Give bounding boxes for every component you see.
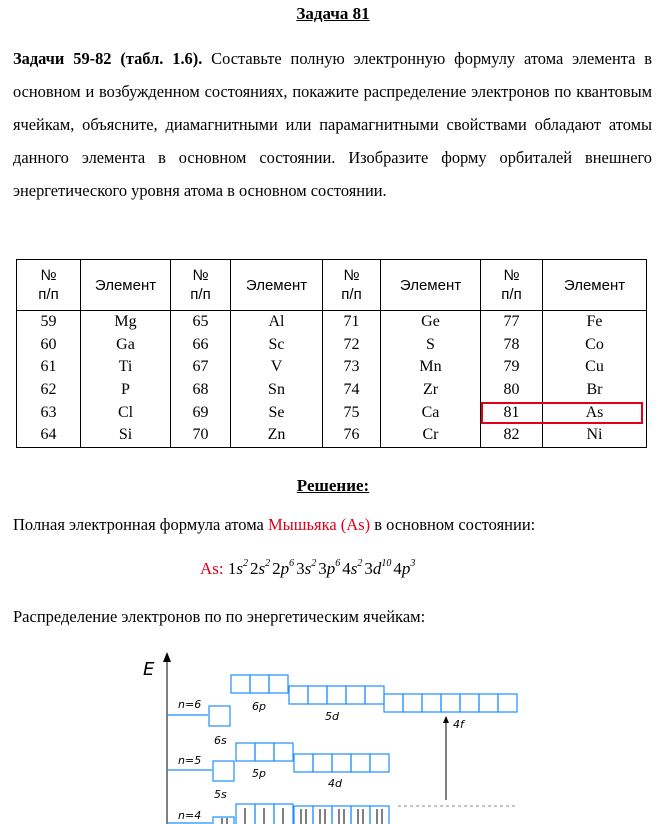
cell-number: 79 [481,356,543,379]
cell-number: 80 [481,379,543,402]
energy-cells-diagram [0,640,666,824]
cell-number: 60 [17,334,81,357]
cell-element: Zn [231,424,323,447]
cell-number: 78 [481,334,543,357]
cells-5d [289,686,384,704]
cell-number: 67 [171,356,231,379]
cell-element: Si [81,424,171,447]
column-header: Элемент [81,260,171,311]
label-5s: 5s [214,788,227,801]
cell-number: 68 [171,379,231,402]
level-n4-label: n=4 [178,809,202,822]
cell-element: Mn [381,356,481,379]
highlight-frame-row-81 [481,402,643,424]
cell-element: Br [543,379,647,402]
cell-element: Ca [381,401,481,424]
table-row [17,334,647,357]
orbital-term [393,559,415,578]
cell-element: Ni [543,424,647,447]
label-5d: 5d [325,710,339,723]
column-header: Элемент [231,260,323,311]
cell-element: P [81,379,171,402]
orbital-term [364,559,391,578]
cells-6p [231,675,288,693]
cell-element: Mg [81,311,171,334]
term-n: 3 [296,559,305,578]
term-electrons: 10 [381,558,392,569]
cell-element: Cu [543,356,647,379]
table-row [17,311,647,334]
cell-element: S [381,334,481,357]
cell-number: 70 [171,424,231,447]
label-4d: 4d [328,777,342,790]
cell-number: 73 [323,356,381,379]
electron-arrows [222,808,382,824]
cells-5p [236,743,293,761]
problem-prefix: Задачи 59-82 (табл. 1.6). [13,49,203,68]
formula-terms [228,559,418,578]
column-header: № п/п [481,260,543,311]
cell-number: 66 [171,334,231,357]
axis-arrow-icon [163,652,171,662]
cell-number: 72 [323,334,381,357]
cell-number: 81 [481,401,543,424]
intro-text: Полная электронная формула атома [13,515,268,534]
cell-number: 63 [17,401,81,424]
orbital-term [272,559,294,578]
cell-element: Ge [381,311,481,334]
cells-4d [294,754,389,772]
term-n: 2 [250,559,259,578]
cells-4f [384,694,517,712]
term-n: 4 [393,559,402,578]
page-title: Задача 81 [296,4,370,23]
cell-number: 64 [17,424,81,447]
problem-statement [13,42,652,207]
term-l: s [236,559,243,578]
term-electrons: 3 [410,558,416,569]
term-n: 1 [227,559,237,578]
cell-number: 62 [17,379,81,402]
cell-number: 76 [323,424,381,447]
cell-5s [213,761,234,781]
cell-element: Ga [81,334,171,357]
term-n: 3 [318,559,327,578]
cell-number: 71 [323,311,381,334]
distribution-caption: Распределение электронов по по энергетическим ячейкам: [13,607,426,626]
cell-number: 75 [323,401,381,424]
orbital-term [296,559,316,578]
term-l: s [258,559,266,578]
orbital-term [250,559,270,578]
problem-text: Составьте полную электронную формулу атома элемента в основном и возбужденном состояниях, покажите распределение электронов по квантовым ячейкам, объясните, диамагнитными или парамагнитными свойствами обладают атомы данного элемента в основном состоянии. Изобразите форму орбиталей внешнего энергетического уровня атома в основном состоянии. [13,49,652,200]
column-header: № п/п [323,260,381,311]
cell-element: As [543,401,647,424]
element-name: Мышьяка (As) [268,515,371,534]
term-l: p [280,559,290,578]
column-header: Элемент [381,260,481,311]
term-electrons: 6 [335,558,341,569]
term-l: d [372,559,382,578]
cell-element: Al [231,311,323,334]
electron-formula [200,558,417,579]
formula-intro [13,515,535,535]
cell-element: Se [231,401,323,424]
label-4f: 4f [453,718,464,731]
cell-element: Fe [543,311,647,334]
cell-element: Zr [381,379,481,402]
term-l: p [326,559,336,578]
table-row [17,379,647,402]
orbital-term [228,559,248,578]
term-n: 2 [272,559,281,578]
cell-element: Co [543,334,647,357]
cell-element: Sc [231,334,323,357]
label-6s: 6s [214,734,227,747]
table-header-row [17,260,647,311]
cell-element: Sn [231,379,323,402]
label-5p: 5p [252,767,266,780]
term-electrons: 6 [289,558,295,569]
cell-element: V [231,356,323,379]
level-n6-label: n=6 [178,698,202,711]
cell-number: 74 [323,379,381,402]
orbital-term [318,559,340,578]
level-n5-label: n=5 [178,754,202,767]
cell-number: 61 [17,356,81,379]
term-electrons: 2 [311,558,317,569]
column-header: Элемент [543,260,647,311]
term-electrons: 2 [243,558,248,569]
cell-number: 59 [17,311,81,334]
cell-element: Ti [81,356,171,379]
intro-text-end: в основном состоянии: [370,515,536,534]
axis-label: E [143,659,155,680]
4f-arrow-icon [443,716,449,723]
term-l: p [401,559,411,578]
cell-element: Cl [81,401,171,424]
column-header: № п/п [17,260,81,311]
table-row [17,424,647,447]
term-l: s [304,559,312,578]
term-l: s [350,559,358,578]
formula-element: As: [200,559,224,578]
orbital-term [342,559,362,578]
term-n: 3 [364,559,373,578]
label-6p: 6p [252,700,266,713]
table-row [17,356,647,379]
column-header: № п/п [171,260,231,311]
term-electrons: 2 [265,558,271,569]
cell-number: 77 [481,311,543,334]
solution-title: Решение: [296,476,370,495]
cell-number: 69 [171,401,231,424]
cell-6s [209,706,230,726]
cell-number: 82 [481,424,543,447]
term-electrons: 2 [357,558,363,569]
term-n: 4 [342,559,351,578]
cell-number: 65 [171,311,231,334]
cell-element: Cr [381,424,481,447]
